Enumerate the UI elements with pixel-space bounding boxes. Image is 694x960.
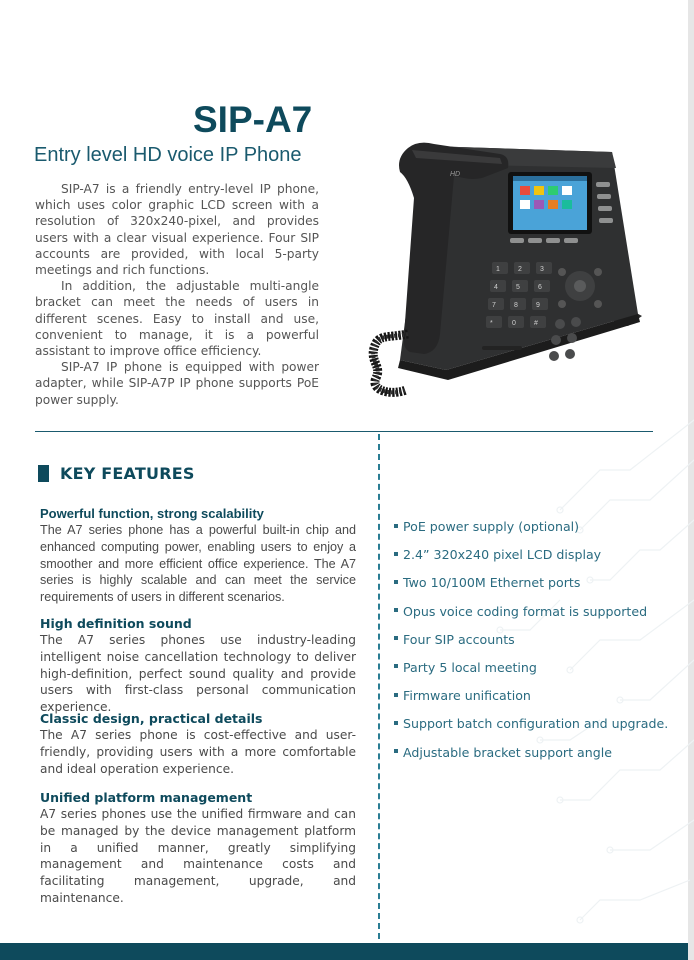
- feature-title: Classic design, practical details: [40, 711, 263, 726]
- spec-bullet-text: Two 10/100M Ethernet ports: [403, 575, 581, 591]
- bullet-square-icon: [394, 721, 398, 725]
- feature-title: Unified platform management: [40, 790, 253, 805]
- feature-title: Powerful function, strong scalability: [40, 506, 264, 521]
- feature-body: The A7 series phones use industry-leading intelligent noise cancellation technology to deliver high-definition, perfect sound quality and provide users with first-class personal communication experience.: [40, 633, 356, 715]
- bullet-square-icon: [394, 580, 398, 584]
- feature-body: A7 series phones use the unified firmware and can be managed by the device management platform in a unified manner, greatly simplifying management and maintenance costs and facilitating management, upgrade, and maintenance.: [40, 807, 356, 905]
- key-features-heading: [38, 464, 195, 483]
- keypad-key: 6: [538, 284, 542, 291]
- keypad-key: 3: [540, 266, 544, 273]
- spec-bullet: [394, 658, 668, 686]
- intro-paragraph: SIP-A7 is a friendly entry-level IP phone, which uses color graphic LCD screen with a resolution of 320x240-pixel, and provides users with a clear visual experience. Four SIP accounts are provided, with local 5-party meetings and rich functions.: [35, 182, 319, 278]
- keypad-key: 0: [512, 320, 516, 327]
- spec-bullet-text: PoE power supply (optional): [403, 519, 580, 534]
- feature-body: The A7 series phone is cost-effective and user-friendly, providing users with a more comfortable and ideal operation experience.: [40, 728, 356, 776]
- key-features-label: KEY FEATURES: [60, 464, 195, 483]
- feature-block: [40, 711, 356, 777]
- spec-bullet-text: Adjustable bracket support angle: [403, 744, 612, 760]
- spec-bullet: [394, 573, 668, 601]
- product-title: SIP-A7: [193, 99, 313, 140]
- feature-block: [40, 506, 356, 606]
- spec-bullet: [394, 545, 668, 573]
- feature-block: [40, 790, 356, 907]
- keypad-key: 8: [514, 302, 518, 309]
- feature-title: High definition sound: [40, 616, 192, 631]
- spec-bullet-text: Opus voice coding format is supported: [403, 603, 648, 619]
- bullet-square-icon: [394, 749, 398, 753]
- intro-paragraph: SIP-A7 IP phone is equipped with power adapter, while SIP-A7P IP phone supports PoE power supply.: [35, 360, 319, 407]
- bullet-square-icon: [394, 524, 398, 528]
- spec-bullet: [394, 714, 668, 742]
- footer-bar: [0, 943, 688, 960]
- spec-bullet-list: [394, 517, 668, 771]
- product-subtitle: Entry level HD voice IP Phone: [34, 144, 302, 166]
- spec-bullet: [394, 686, 668, 714]
- heading-marker: [38, 465, 49, 482]
- keypad-key: 7: [492, 302, 496, 309]
- keypad-key: 2: [518, 266, 522, 273]
- keypad-key: 5: [516, 284, 520, 291]
- keypad-key: *: [490, 320, 493, 327]
- spec-bullet: [394, 602, 668, 630]
- keypad-key: #: [534, 320, 538, 327]
- speaker-grille: [482, 346, 522, 350]
- spec-bullet-text: 2.4” 320x240 pixel LCD display: [403, 547, 602, 563]
- bullet-square-icon: [394, 664, 398, 668]
- spec-bullet: [394, 743, 668, 771]
- hd-voice-mark: HD: [450, 171, 461, 178]
- bullet-square-icon: [394, 608, 398, 612]
- bullet-square-icon: [394, 693, 398, 697]
- spec-bullet: [394, 630, 668, 658]
- bullet-square-icon: [394, 636, 398, 640]
- spec-bullet: [394, 517, 668, 545]
- feature-block: [40, 616, 356, 716]
- spec-bullet-text: Support batch configuration and upgrade.: [403, 716, 669, 732]
- keypad-key: 4: [494, 284, 498, 291]
- feature-body: The A7 series phone has a powerful built-in chip and enhanced computing power, enabling users to enjoy a smoother and more efficient office experience. The A7 series is highly scalable and can meet the service requirements of users in different scenarios.: [40, 523, 356, 605]
- spec-bullet-text: Firmware unification: [403, 688, 531, 704]
- section-divider-horizontal: [35, 431, 653, 432]
- intro-paragraph: In addition, the adjustable multi-angle bracket can meet the needs of users in different scenes. Easy to install and use, convenient to manage, it is a powerful assistant to improve office efficiency.: [35, 279, 319, 359]
- keypad-key: 1: [496, 266, 500, 273]
- keypad-key: 9: [536, 302, 540, 309]
- section-divider-vertical: [378, 434, 380, 939]
- ip-phone-image: [350, 138, 650, 406]
- intro-text: [35, 181, 319, 408]
- spec-bullet-text: Party 5 local meeting: [403, 659, 537, 675]
- phone-screen: [508, 172, 592, 234]
- bullet-square-icon: [394, 552, 398, 556]
- spec-bullet-text: Four SIP accounts: [403, 631, 515, 647]
